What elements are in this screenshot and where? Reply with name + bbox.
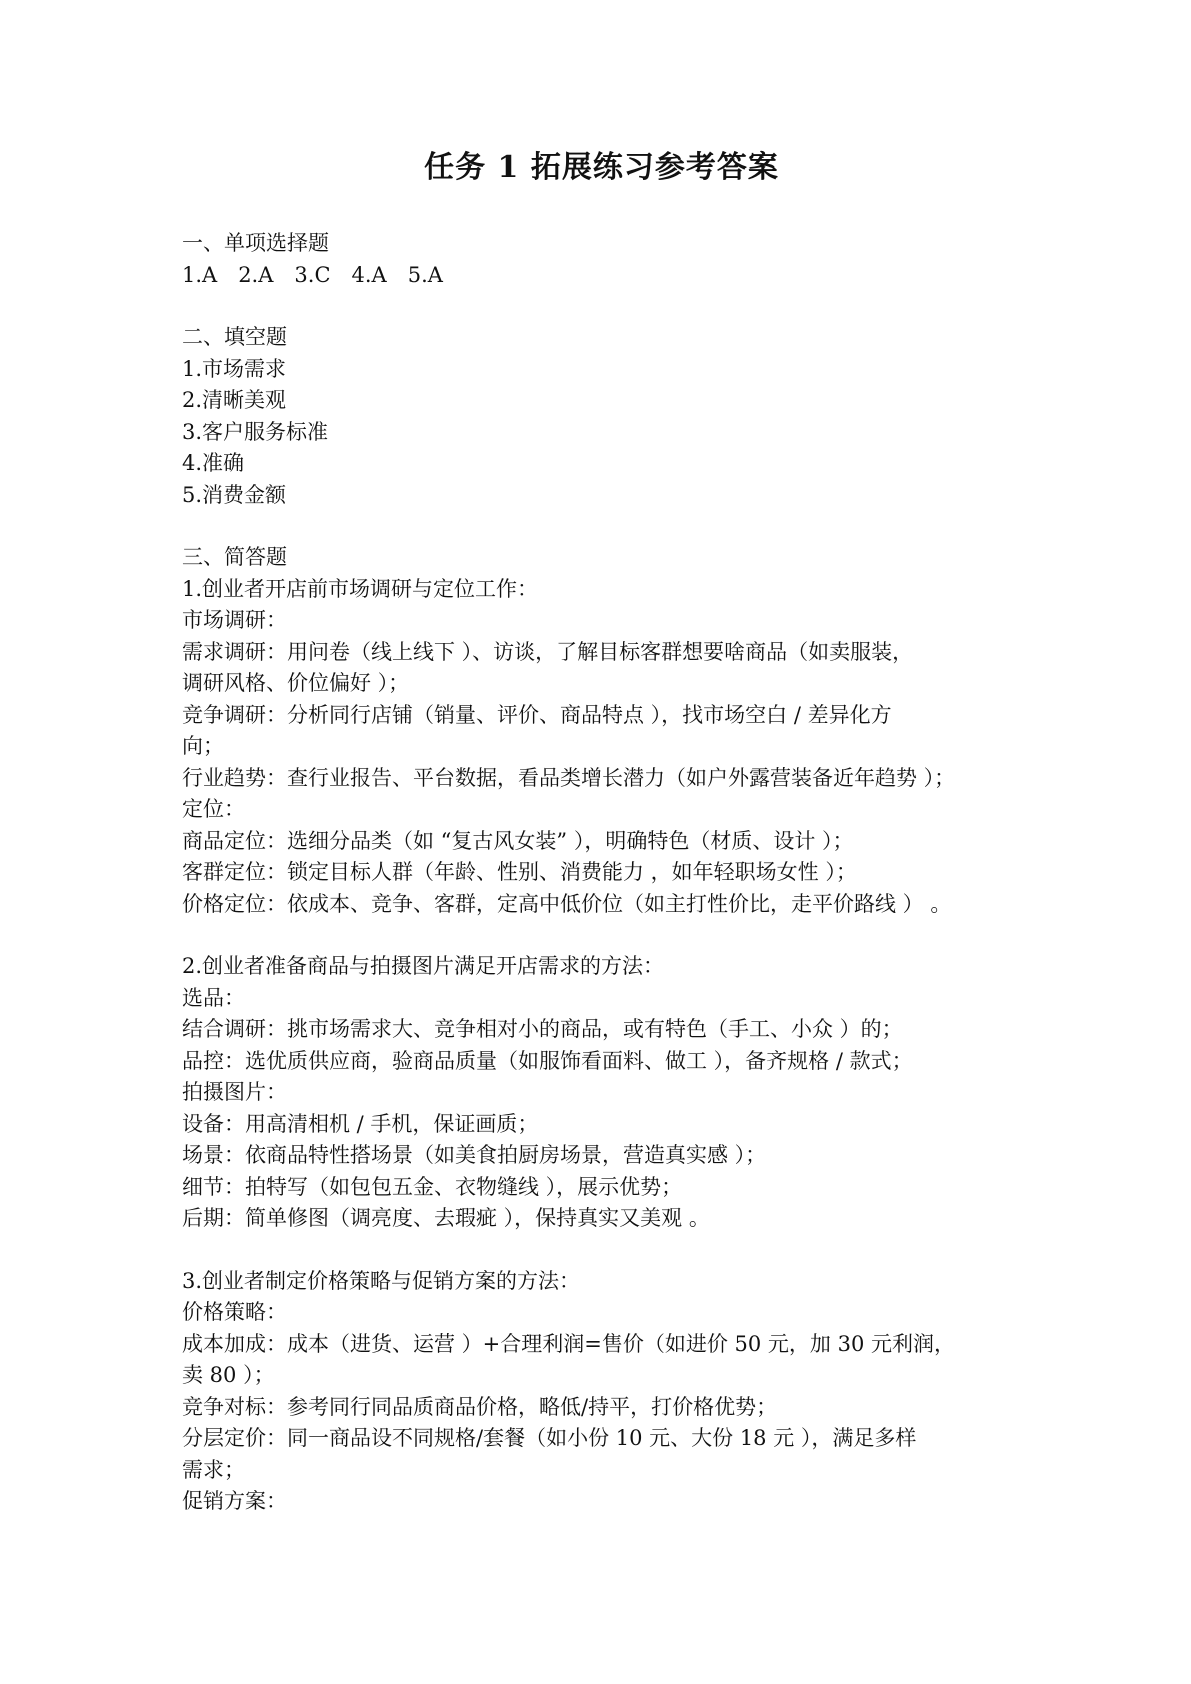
answer-line: 竞争对标：参考同行同品质商品价格，略低/持平，打价格优势；: [182, 1394, 778, 1419]
answer-line: 卖 80 ）；: [182, 1363, 275, 1387]
fill-blank-answer: 4.准确: [182, 451, 245, 475]
question-title: 3.创业者制定价格策略与促销方案的方法：: [182, 1268, 581, 1293]
answer-line: 结合调研：挑市场需求大、竞争相对小的商品，或有特色（手工、小众 ）的；: [182, 1017, 903, 1041]
answer-line: 促销方案：: [182, 1489, 287, 1513]
answer-line: 竞争调研：分析同行店铺（销量、评价、商品特点 ），找市场空白 / 差异化方: [182, 702, 892, 727]
section-heading-short-answer: 三、简答题: [182, 545, 287, 569]
answer-line: 设备：用高清相机 / 手机，保证画质；: [182, 1111, 539, 1136]
section-heading-fill-blank: 二、填空题: [182, 325, 287, 349]
spacer: [182, 1235, 1021, 1266]
fill-blank-answer: 5.消费金额: [182, 482, 287, 507]
answer-line: 拍摄图片：: [182, 1080, 287, 1104]
answer-line: 分层定价：同一商品设不同规格/套餐（如小份 10 元、大份 18 元 ），满足多样: [182, 1426, 917, 1450]
section-heading-single-choice: 一、单项选择题: [182, 231, 329, 255]
answer-line: 成本加成：成本（进货、运营 ）+合理利润=售价（如进价 50 元，加 30 元利润，: [182, 1331, 956, 1356]
spacer: [182, 291, 1021, 322]
fill-blank-answer: 3.客户服务标准: [182, 419, 329, 444]
answer-line: 价格策略：: [182, 1300, 287, 1324]
fill-blank-answer: 2.清晰美观: [182, 388, 287, 412]
answer-line: 商品定位：选细分品类（如 “复古风女装” ），明确特色（材质、设计 ）；: [182, 828, 854, 853]
spacer: [182, 511, 1021, 542]
answer-line: 行业趋势：查行业报告、平台数据，看品类增长潜力（如户外露营装备近年趋势 ）；: [182, 765, 956, 790]
answer-line: 定位：: [182, 797, 245, 821]
answer-line: 品控：选优质供应商，验商品质量（如服饰看面料、做工 ），备齐规格 / 款式；: [182, 1048, 913, 1073]
spacer: [182, 920, 1021, 951]
answer-line: 价格定位：依成本、竞争、客群，定高中低价位（如主打性价比，走平价路线 ） 。: [182, 891, 952, 916]
question-title: 2.创业者准备商品与拍摄图片满足开店需求的方法：: [182, 954, 665, 978]
single-choice-answers: 1.A 2.A 3.C 4.A 5.A: [182, 262, 443, 287]
answer-line: 调研风格、价位偏好 ）；: [182, 671, 410, 695]
answer-line: 客群定位：锁定目标人群（年龄、性别、消费能力 ，如年轻职场女性 ）；: [182, 860, 857, 884]
fill-blank-answer: 1.市场需求: [182, 356, 287, 381]
answer-line: 市场调研：: [182, 608, 287, 632]
answer-line: 后期：简单修图（调亮度、去瑕疵 ），保持真实又美观 。: [182, 1206, 710, 1230]
document-title: 任务 1 拓展练习参考答案: [424, 150, 779, 185]
answer-line: 场景：依商品特性搭场景（如美食拍厨房场景，营造真实感 ）；: [182, 1143, 767, 1167]
question-title: 1.创业者开店前市场调研与定位工作：: [182, 576, 539, 601]
answer-line: 向；: [182, 734, 224, 758]
answer-line: 需求；: [182, 1457, 245, 1482]
answer-line: 选品：: [182, 985, 245, 1010]
answer-line: 需求调研：用问卷（线上线下 ）、访谈，了解目标客群想要啥商品（如卖服装，: [182, 639, 914, 664]
answer-line: 细节：拍特写（如包包五金、衣物缝线 ），展示优势；: [182, 1174, 683, 1199]
